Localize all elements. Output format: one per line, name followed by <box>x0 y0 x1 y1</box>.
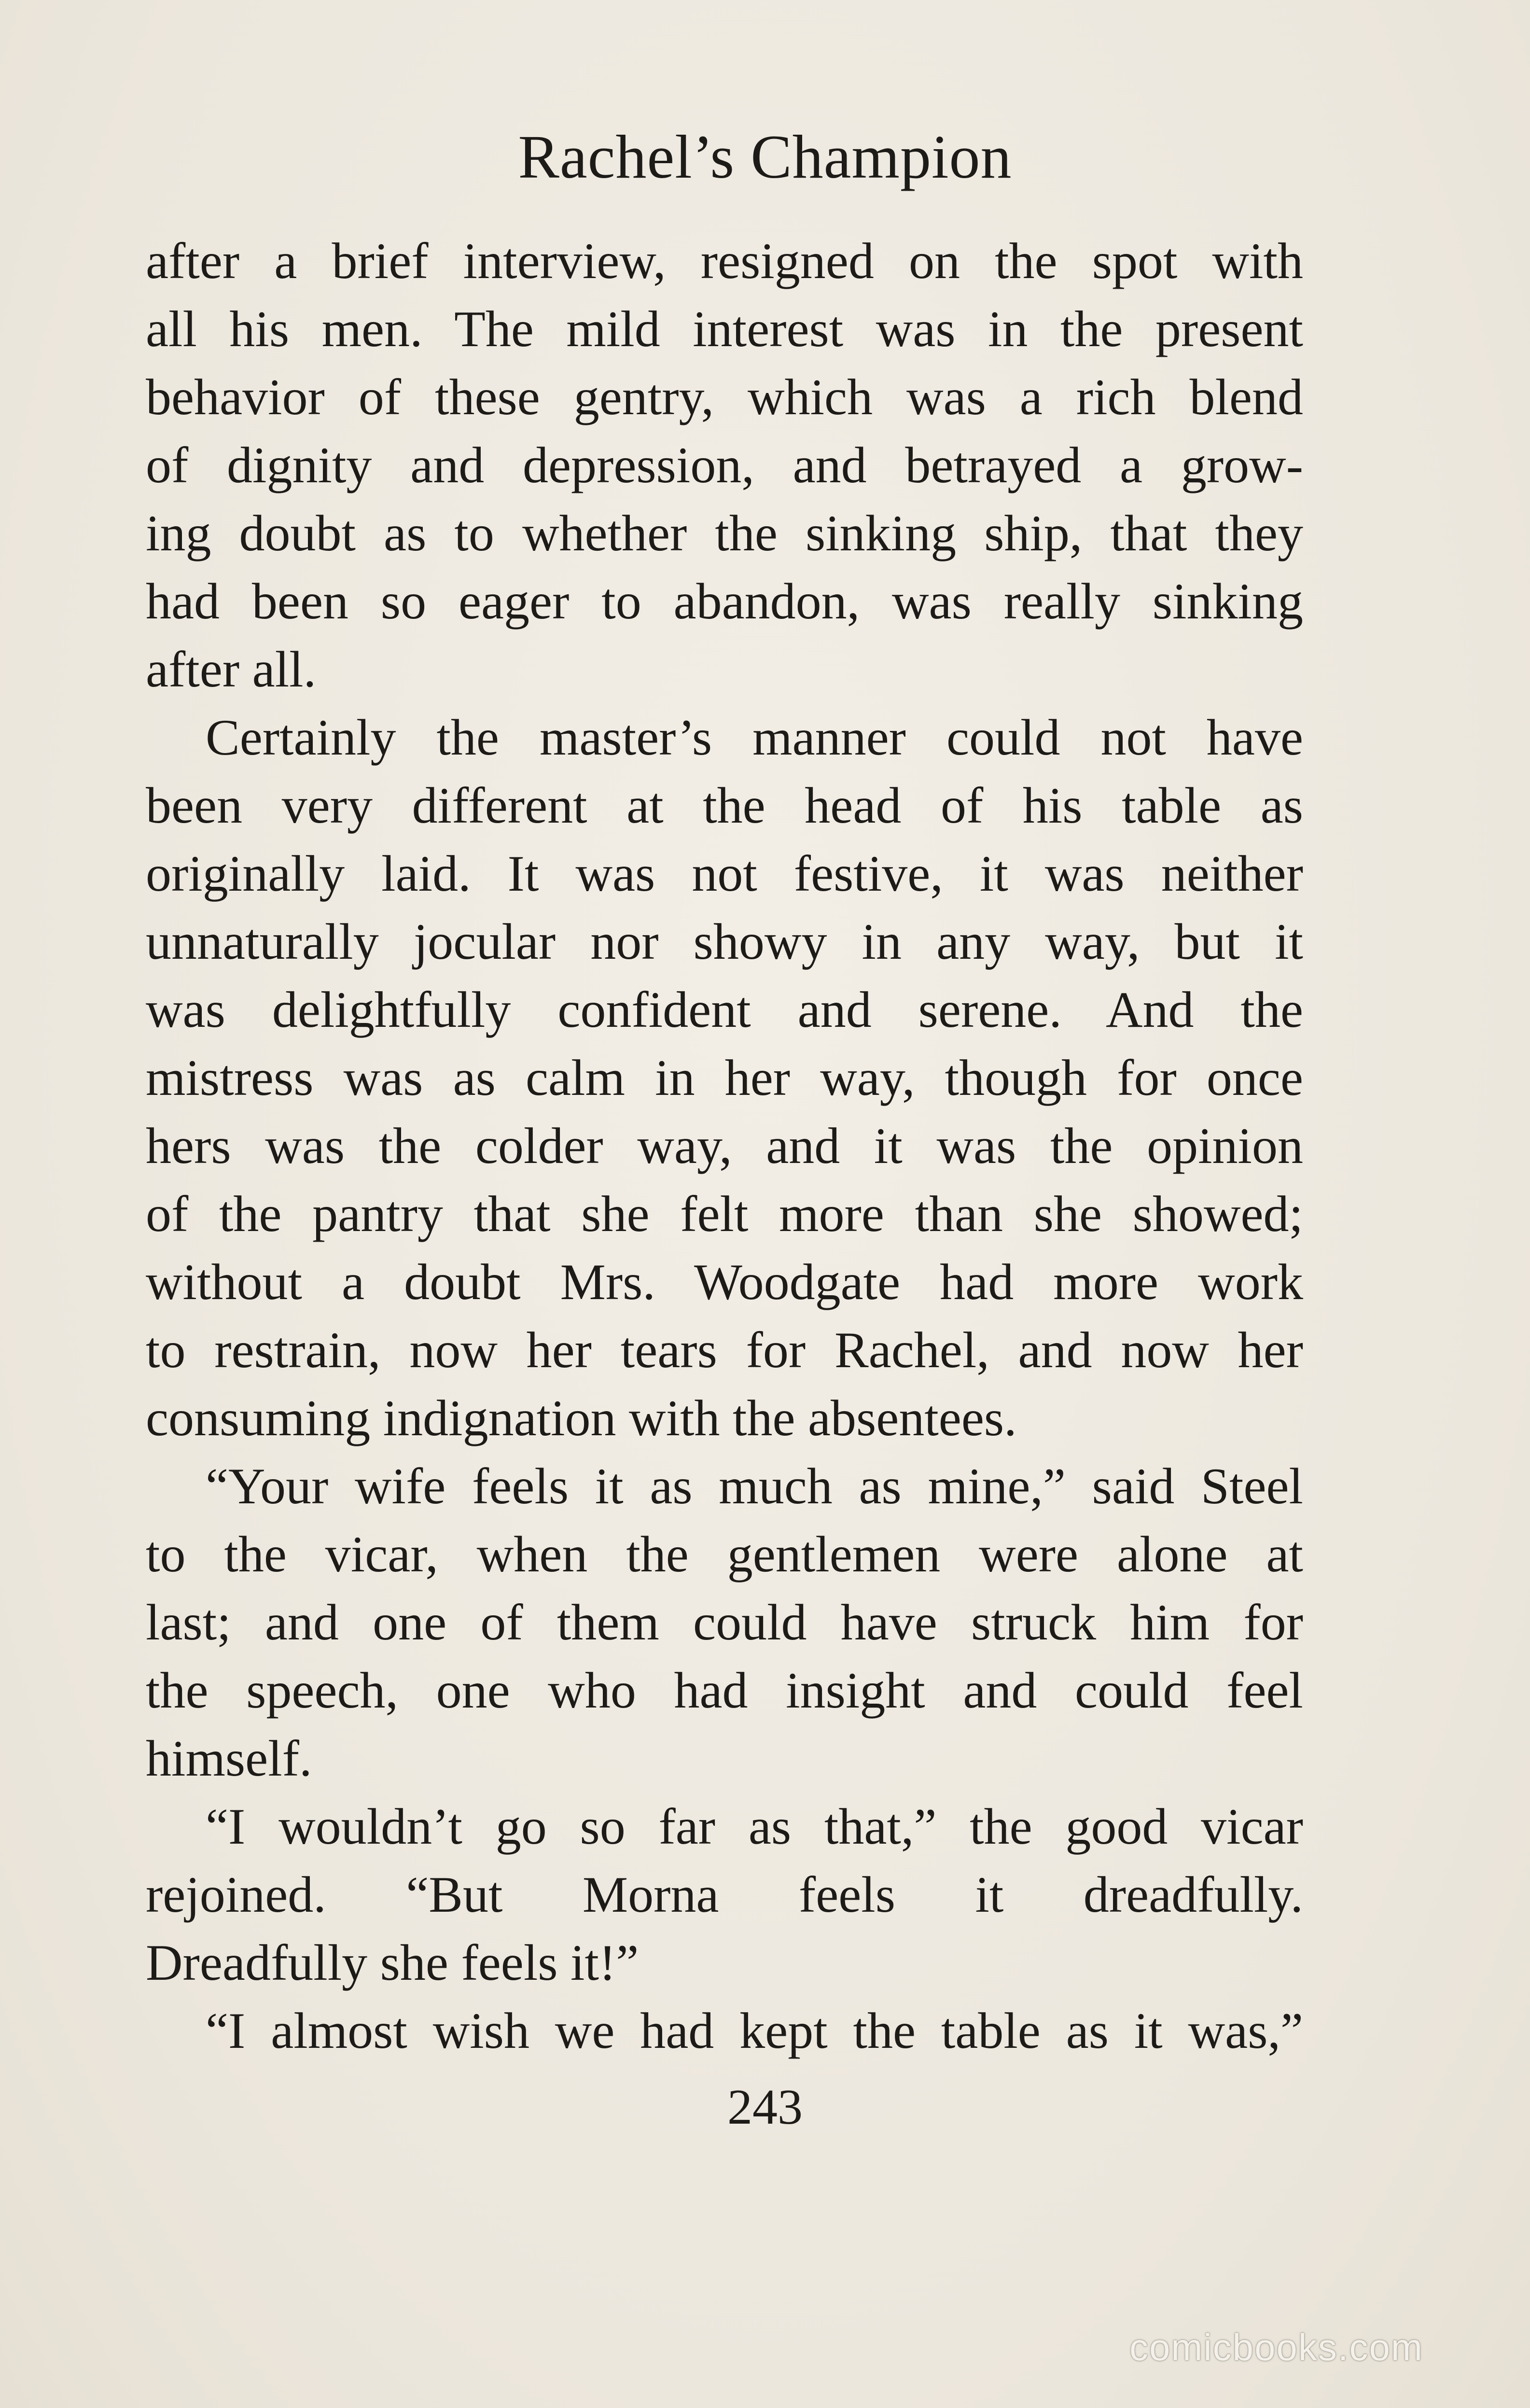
text-line: after all. <box>146 641 317 698</box>
text-line: without a doubt Mrs. Woodgate had more work <box>146 1254 1303 1310</box>
running-head: Rachel’s Champion <box>518 123 1012 191</box>
text-line: mistress was as calm in her way, though for once <box>146 1050 1303 1106</box>
text-line: himself. <box>146 1730 312 1787</box>
body-text <box>146 227 1303 2065</box>
text-line: of the pantry that she felt more than she showed; <box>146 1186 1303 1242</box>
text-line: behavior of these gentry, which was a rich blend <box>146 369 1303 425</box>
text-line: last; and one of them could have struck him for <box>146 1594 1303 1651</box>
text-line: “I wouldn’t go so far as that,” the good vicar <box>206 1798 1303 1855</box>
text-line: ing doubt as to whether the sinking ship, that they <box>146 505 1303 561</box>
page-number: 243 <box>727 2079 803 2135</box>
text-line: to the vicar, when the gentlemen were alone at <box>146 1526 1303 1582</box>
text-line: of dignity and depression, and betrayed a grow- <box>146 437 1303 493</box>
text-line: “Your wife feels it as much as mine,” said Steel <box>206 1458 1303 1514</box>
text-line: the speech, one who had insight and could feel <box>146 1662 1303 1719</box>
text-line: had been so eager to abandon, was really sinking <box>146 573 1303 630</box>
text-line: Certainly the master’s manner could not have <box>206 709 1303 766</box>
watermark: comicbooks.com <box>1129 2326 1423 2368</box>
text-line: all his men. The mild interest was in the present <box>146 301 1303 357</box>
text-line: hers was the colder way, and it was the opinion <box>146 1118 1303 1174</box>
text-line: “I almost wish we had kept the table as it was,” <box>206 2002 1303 2059</box>
text-line: after a brief interview, resigned on the spot with <box>146 233 1303 289</box>
text-line: unnaturally jocular nor showy in any way, but it <box>146 913 1303 970</box>
text-line: been very different at the head of his table as <box>146 777 1303 834</box>
text-line: to restrain, now her tears for Rachel, and now her <box>146 1322 1303 1378</box>
text-line: consuming indignation with the absentees. <box>146 1390 1017 1446</box>
text-line: originally laid. It was not festive, it was neither <box>146 845 1303 902</box>
text-line: rejoined. “But Morna feels it dreadfully. <box>146 1866 1303 1923</box>
text-line: Dreadfully she feels it!” <box>146 1934 639 1991</box>
text-line: was delightfully confident and serene. And the <box>146 981 1303 1038</box>
